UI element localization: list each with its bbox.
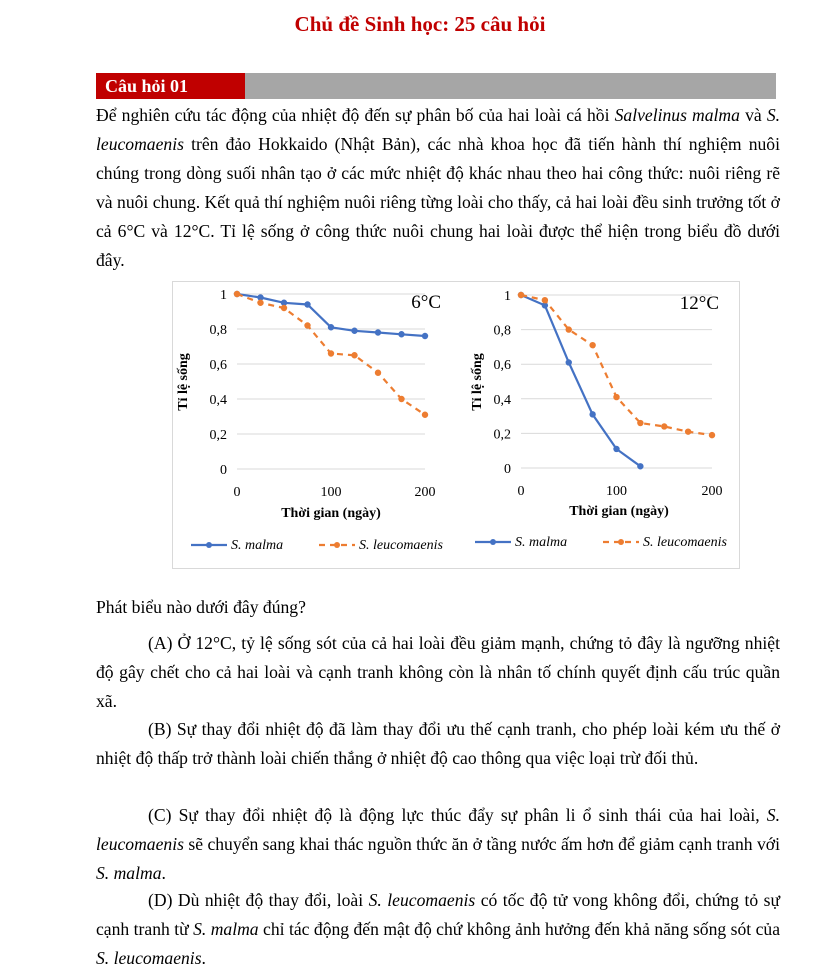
data-point bbox=[613, 394, 619, 400]
data-point bbox=[304, 301, 310, 307]
legend-label: S. leucomaenis bbox=[359, 538, 443, 553]
y-tick-label: 0,6 bbox=[493, 358, 511, 374]
x-tick-label: 200 bbox=[414, 485, 436, 500]
legend-label: S. malma bbox=[515, 535, 568, 550]
legend-marker bbox=[206, 542, 212, 548]
survival-chart-figure bbox=[172, 281, 740, 569]
x-axis-title: Thời gian (ngày) bbox=[281, 506, 381, 521]
legend-marker bbox=[334, 542, 340, 548]
data-point bbox=[637, 463, 643, 469]
data-point bbox=[566, 359, 572, 365]
legend-label: S. malma bbox=[231, 538, 284, 553]
data-point bbox=[566, 326, 572, 332]
y-tick-label: 0 bbox=[504, 462, 511, 477]
y-axis-title: Tỉ lệ sống bbox=[470, 353, 485, 411]
survival-charts-svg bbox=[173, 282, 739, 568]
data-point bbox=[613, 446, 619, 452]
question-header-bar bbox=[96, 73, 776, 99]
y-tick-label: 0,2 bbox=[493, 427, 511, 443]
x-axis-title: Thời gian (ngày) bbox=[569, 504, 669, 519]
data-point bbox=[304, 322, 310, 328]
x-tick-label: 0 bbox=[517, 484, 525, 499]
data-point bbox=[422, 333, 428, 339]
y-tick-label: 0,4 bbox=[209, 393, 227, 408]
y-tick-label: 1 bbox=[504, 289, 511, 304]
data-point bbox=[661, 423, 667, 429]
option-a[interactable]: (A) Ở 12°C, tỷ lệ sống sót của cả hai loài đều giảm mạnh, chứng tỏ đây là ngưỡng nhiệt độ gây chết cho cả hai loài và cạnh tranh không còn là nhân tố chính quyết định cấu trúc quần xã. bbox=[96, 633, 780, 711]
x-tick-label: 100 bbox=[320, 485, 342, 500]
data-point bbox=[398, 331, 404, 337]
data-point bbox=[351, 328, 357, 334]
panel-label-temperature: 6°C bbox=[411, 292, 441, 313]
data-point bbox=[422, 412, 428, 418]
data-point bbox=[542, 297, 548, 303]
option-d-text-1: (D) Dù nhiệt độ thay đổi, loài bbox=[148, 890, 369, 910]
question-intro bbox=[96, 101, 780, 275]
data-point bbox=[328, 324, 334, 330]
x-tick-label: 100 bbox=[606, 484, 627, 499]
data-point bbox=[328, 350, 334, 356]
question-prompt: Phát biểu nào dưới đây đúng? bbox=[96, 597, 306, 617]
option-d-text-4: . bbox=[201, 948, 206, 968]
data-point bbox=[375, 329, 381, 335]
option-c-text-3: . bbox=[161, 863, 166, 883]
panel-label-temperature: 12°C bbox=[679, 293, 719, 314]
species-salvelinus-malma: Salvelinus malma bbox=[614, 105, 740, 125]
y-tick-label: 0,8 bbox=[209, 323, 227, 338]
option-c-text-1: (C) Sự thay đổi nhiệt độ là động lực thúc đẩy sự phân li ổ sinh thái của hai loài, bbox=[148, 805, 767, 825]
option-d-text-2: có tốc độ tử vong không đổi, chứng tỏ sự cạnh tranh từ bbox=[96, 890, 780, 939]
option-c[interactable] bbox=[96, 801, 780, 888]
y-axis-title: Tỉ lệ sống bbox=[176, 353, 191, 411]
option-c-species-1: S. leucomaenis bbox=[96, 805, 780, 854]
data-point bbox=[234, 291, 240, 297]
option-c-species-2: S. malma bbox=[96, 863, 162, 883]
y-tick-label: 0,8 bbox=[493, 323, 511, 339]
data-point bbox=[637, 420, 643, 426]
data-point bbox=[257, 300, 263, 306]
y-tick-label: 0,4 bbox=[493, 392, 511, 408]
option-d[interactable] bbox=[96, 886, 780, 973]
legend-label: S. leucomaenis bbox=[643, 535, 727, 550]
data-point bbox=[518, 292, 524, 298]
option-c-text-2: sẽ chuyển sang khai thác nguồn thức ăn ở tầng nước ấm hơn để giảm cạnh tranh với bbox=[183, 834, 780, 854]
option-d-text-3: chỉ tác động đến mật độ chứ không ảnh hưởng đến khả năng sống sót của bbox=[258, 919, 780, 939]
question-label: Câu hỏi 01 bbox=[96, 73, 245, 99]
intro-text-2: và bbox=[739, 105, 767, 125]
data-point bbox=[709, 432, 715, 438]
data-point bbox=[398, 396, 404, 402]
legend-marker bbox=[618, 539, 624, 545]
data-point bbox=[589, 411, 595, 417]
species-s-leucomaenis: S. leucomaenis bbox=[96, 105, 781, 154]
intro-text-3: trên đảo Hokkaido (Nhật Bản), các nhà khoa học đã tiến hành thí nghiệm nuôi chúng trong dòng suối nhân tạo ở các mức nhiệt độ khác nhau theo hai công thức: nuôi riêng rẽ và nuôi chung. Kết quả thí nghiệm nuôi riêng từng loài cho thấy, cả hai loài đều sinh trưởng tốt ở cả 6°C và 12°C. Tỉ lệ sống ở công thức nuôi chung hai loài được thể hiện trong biểu đồ dưới đây. bbox=[96, 134, 780, 270]
y-tick-label: 1 bbox=[220, 288, 227, 303]
data-point bbox=[375, 370, 381, 376]
y-tick-label: 0,2 bbox=[209, 428, 227, 443]
x-tick-label: 0 bbox=[233, 485, 241, 500]
data-point bbox=[351, 352, 357, 358]
data-point bbox=[281, 305, 287, 311]
option-d-species-3: S. leucomaenis bbox=[96, 948, 202, 968]
intro-text-1: Để nghiên cứu tác động của nhiệt độ đến sự phân bố của hai loài cá hồi bbox=[96, 105, 615, 125]
option-d-species-2: S. malma bbox=[193, 919, 259, 939]
page-title: Chủ đề Sinh học: 25 câu hỏi bbox=[294, 12, 546, 36]
x-tick-label: 200 bbox=[701, 484, 723, 499]
legend-marker bbox=[490, 539, 496, 545]
y-tick-label: 0 bbox=[220, 463, 227, 478]
data-point bbox=[589, 342, 595, 348]
series-line bbox=[521, 295, 640, 466]
data-point bbox=[685, 428, 691, 434]
y-tick-label: 0,6 bbox=[209, 358, 227, 373]
option-b[interactable]: (B) Sự thay đổi nhiệt độ đã làm thay đổi ưu thế cạnh tranh, cho phép loài kém ưu thế ở nhiệt độ thấp trở thành loài chiến thắng ở nhiệt độ cao thông qua việc loại trừ đối thủ. bbox=[96, 719, 780, 768]
option-d-species-1: S. leucomaenis bbox=[368, 890, 476, 910]
